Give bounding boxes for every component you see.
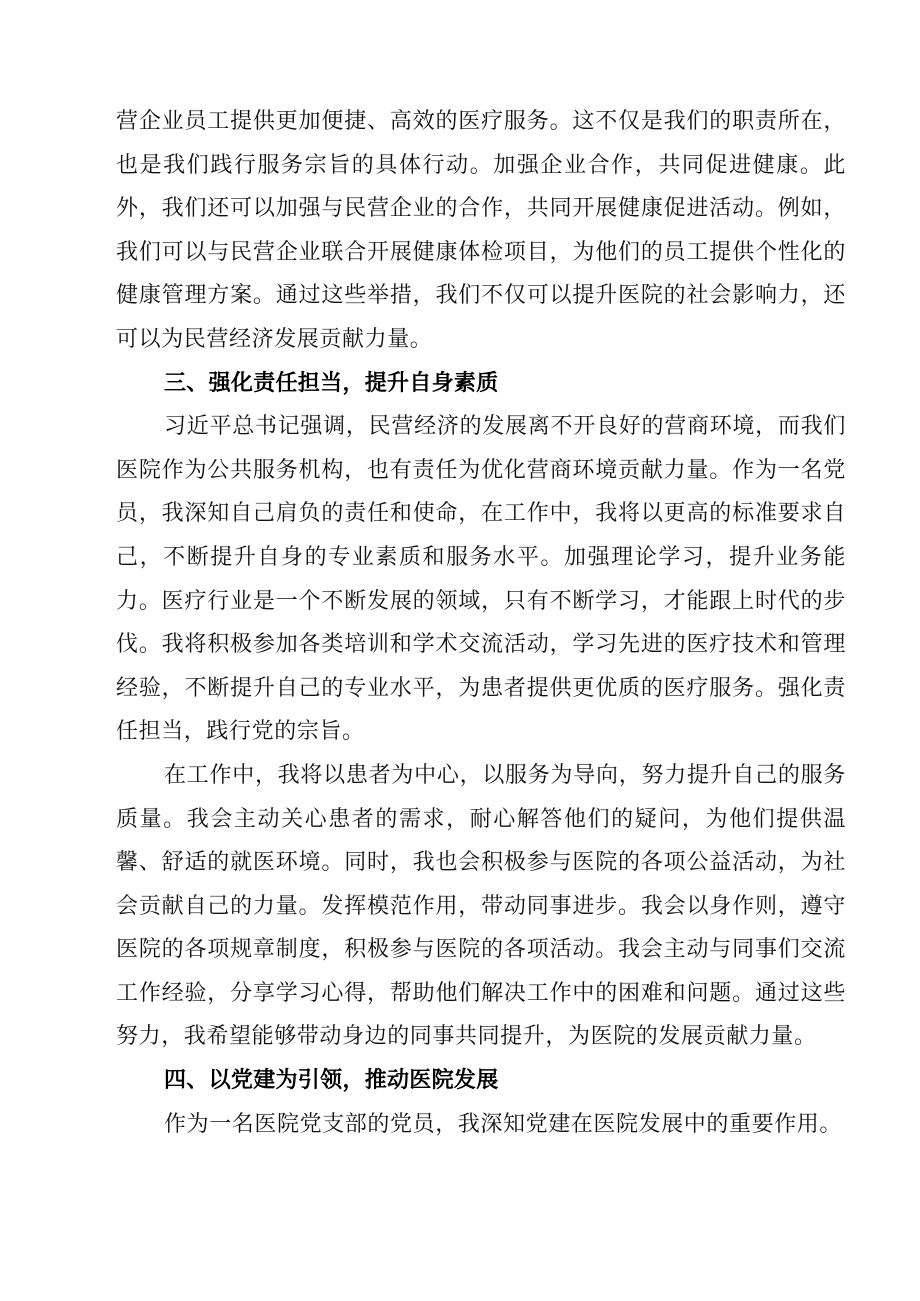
document-body bbox=[116, 100, 846, 1146]
paragraph-4: 作为一名医院党支部的党员，我深知党建在医院发展中的重要作用。 bbox=[164, 1111, 843, 1137]
section-heading-3: 三、强化责任担当，提升自身素质 bbox=[164, 370, 499, 396]
paragraph-3: 在工作中，我将以患者为中心，以服务为导向，努力提升自己的服务质量。我会主动关心患者的需求，耐心解答他们的疑问，为他们提供温馨、舒适的就医环境。同时，我也会积极参与医院的各项公益活动，为社会贡献自己的力量。发挥模范作用，带动同事进步。我会以身作则，遵守医院的各项规章制度，积极参与医院的各项活动。我会主动与同事们交流工作经验，分享学习心得，帮助他们解决工作中的困难和问题。通过这些努力，我希望能够带动身边的同事共同提升，为医院的发展贡献力量。 bbox=[116, 762, 846, 1050]
section-heading-4: 四、以党建为引领，推动医院发展 bbox=[164, 1068, 499, 1094]
paragraph-2: 习近平总书记强调，民营经济的发展离不开良好的营商环境，而我们医院作为公共服务机构，也有责任为优化营商环境贡献力量。作为一名党员，我深知自己肩负的责任和使命，在工作中，我将以更高的标准要求自己，不断提升自身的专业素质和服务水平。加强理论学习，提升业务能力。医疗行业是一个不断发展的领域，只有不断学习，才能跟上时代的步伐。我将积极参加各类培训和学术交流活动，学习先进的医疗技术和管理经验，不断提升自己的专业水平，为患者提供更优质的医疗服务。强化责任担当，践行党的宗旨。 bbox=[116, 414, 846, 745]
paragraph-1: 营企业员工提供更加便捷、高效的医疗服务。这不仅是我们的职责所在，也是我们践行服务宗旨的具体行动。加强企业合作，共同促进健康。此外，我们还可以加强与民营企业的合作，共同开展健康促进活动。例如，我们可以与民营企业联合开展健康体检项目，为他们的员工提供个性化的健康管理方案。通过这些举措，我们不仅可以提升医院的社会影响力，还可以为民营经济发展贡献力量。 bbox=[116, 109, 846, 352]
